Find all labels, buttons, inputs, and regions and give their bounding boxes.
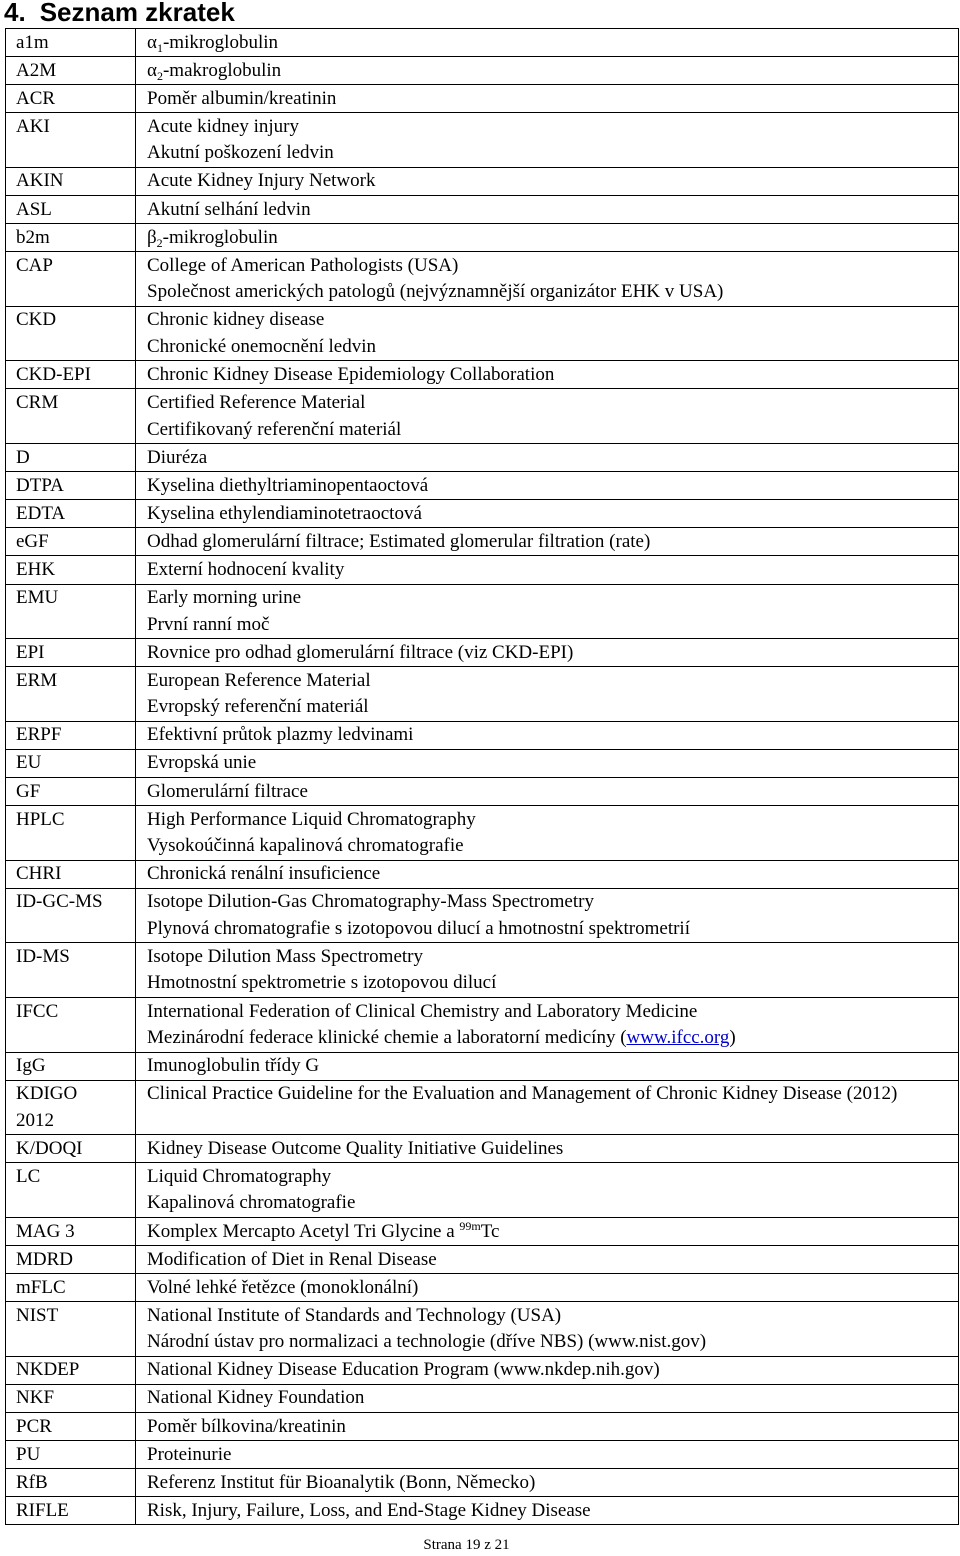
definition-line: Rovnice pro odhad glomerulární filtrace (viz CKD-EPI) [147, 641, 574, 663]
definition-cell [136, 1274, 959, 1302]
definition-line: První ranní moč [147, 613, 270, 635]
table-row [6, 667, 959, 722]
definition-cell [136, 29, 959, 57]
table-row [6, 721, 959, 749]
greek-letter: α [147, 31, 157, 53]
definition-cell [136, 361, 959, 389]
table-row [6, 1163, 959, 1218]
abbreviation: K/DOQI [16, 1137, 83, 1159]
abbreviation-cell [6, 528, 136, 556]
table-row [6, 1246, 959, 1274]
subscript: 2 [156, 235, 163, 250]
table-row [6, 556, 959, 584]
definition-cell [136, 556, 959, 584]
abbreviation-cell [6, 1052, 136, 1080]
definition-line: Glomerulární filtrace [147, 780, 308, 802]
definition-line: Hmotnostní spektrometrie s izotopovou dilucí [147, 972, 497, 994]
definition-line: Akutní selhání ledvin [147, 198, 311, 220]
definition-line: Akutní poškození ledvin [147, 142, 334, 164]
definition-line: Odhad glomerulární filtrace; Estimated glomerular filtration (rate) [147, 530, 651, 552]
definition-cell [136, 1469, 959, 1497]
abbreviation: AKIN [16, 170, 64, 192]
definition-cell [136, 860, 959, 888]
definition-cell [136, 224, 959, 252]
abbreviation-cell [6, 85, 136, 113]
page-heading [4, 0, 235, 28]
abbreviation-cell [6, 500, 136, 528]
definition-line: Vysokoúčinná kapalinová chromatografie [147, 835, 464, 857]
definition-cell [136, 1356, 959, 1384]
definition-line: Efektivní průtok plazmy ledvinami [147, 724, 414, 746]
abbreviation: RIFLE [16, 1499, 69, 1521]
table-row [6, 472, 959, 500]
abbreviation-cell [6, 997, 136, 1052]
abbreviation-cell [6, 1356, 136, 1384]
definition-line: Proteinurie [147, 1443, 232, 1465]
definition-line: Risk, Injury, Failure, Loss, and End-Stage Kidney Disease [147, 1499, 591, 1521]
definition-line: National Institute of Standards and Technology (USA) [147, 1304, 562, 1326]
table-row [6, 57, 959, 85]
definition-line: Společnost amerických patologů (nejvýznamnější organizátor EHK v USA) [147, 281, 724, 303]
abbreviation: eGF [16, 530, 49, 552]
abbreviation-cell [6, 1246, 136, 1274]
abbreviation-cell [6, 57, 136, 85]
abbreviation: ID-GC-MS [16, 891, 103, 913]
table-row [6, 749, 959, 777]
abbreviation-cell [6, 667, 136, 722]
superscript: 99m [459, 1218, 481, 1233]
abbreviation: EHK [16, 559, 56, 580]
abbreviation: ID-MS [16, 945, 70, 967]
abbreviation: CKD [16, 309, 57, 331]
definition-line [147, 1219, 958, 1246]
definition-cell [136, 1412, 959, 1440]
definition-line: Kidney Disease Outcome Quality Initiative Guidelines [147, 1137, 564, 1159]
definition-cell [136, 252, 959, 307]
abbreviation: ACR [16, 87, 56, 109]
definition-cell [136, 1302, 959, 1357]
definition-line: Kyselina diethyltriaminopentaoctová [147, 474, 429, 496]
abbreviation: EU [16, 752, 42, 774]
greek-letter: β [147, 226, 157, 248]
definition-cell [136, 888, 959, 943]
definition-line: Volné lehké řetězce (monoklonální) [147, 1276, 419, 1298]
abbreviation: GF [16, 780, 41, 802]
definition-line: Chronic Kidney Disease Epidemiology Collaboration [147, 363, 555, 385]
abbreviation: b2m [16, 226, 50, 248]
definition-cell [136, 85, 959, 113]
definition-cell [136, 195, 959, 223]
abbreviation: ASL [16, 198, 52, 220]
abbreviation-cell [6, 888, 136, 943]
abbreviation-cell [6, 1163, 136, 1218]
table-row [6, 444, 959, 472]
abbreviation: LC [16, 1165, 41, 1187]
abbreviation: RfB [16, 1471, 48, 1493]
abbreviation: MDRD [16, 1248, 74, 1270]
table-row [6, 860, 959, 888]
definition-cell [136, 306, 959, 361]
abbreviation-cell [6, 1497, 136, 1525]
table-row [6, 1052, 959, 1080]
definition-line: Chronické onemocnění ledvin [147, 335, 376, 357]
definition-cell [136, 1163, 959, 1218]
table-row [6, 943, 959, 998]
table-row [6, 1356, 959, 1384]
abbreviation: ERPF [16, 724, 62, 746]
abbreviation-table-body [6, 29, 959, 1525]
definition-line: Referenz Institut für Bioanalytik (Bonn, Německo) [147, 1471, 536, 1493]
abbreviation-cell [6, 860, 136, 888]
abbreviation-cell [6, 943, 136, 998]
abbreviation-cell [6, 389, 136, 444]
definition-line: Modification of Diet in Renal Disease [147, 1248, 437, 1270]
definition-line: Kyselina ethylendiaminotetraoctová [147, 502, 422, 524]
table-row [6, 224, 959, 252]
definition-text: -makroglobulin [162, 59, 282, 81]
abbreviation-cell [6, 361, 136, 389]
definition-line: Acute kidney injury [147, 115, 299, 137]
definition-cell [136, 167, 959, 195]
definition-line: Poměr bílkovina/kreatinin [147, 1415, 346, 1437]
definition-cell [136, 1384, 959, 1412]
abbreviation-cell [6, 639, 136, 667]
definition-text: -mikroglobulin [162, 226, 278, 248]
table-row [6, 1302, 959, 1357]
table-row [6, 584, 959, 639]
abbreviation-cell [6, 806, 136, 861]
table-row [6, 167, 959, 195]
definition-line: Imunoglobulin třídy G [147, 1055, 320, 1077]
definition-cell [136, 1217, 959, 1245]
abbreviation: mFLC [16, 1276, 66, 1298]
abbreviation-cell [6, 1217, 136, 1245]
table-row [6, 85, 959, 113]
abbreviation-cell [6, 167, 136, 195]
definition-line: Národní ústav pro normalizaci a technologie (dříve NBS) (www.nist.gov) [147, 1331, 707, 1353]
abbreviation: NIST [16, 1304, 59, 1326]
heading-title: Seznam zkratek [39, 0, 235, 27]
table-row [6, 1135, 959, 1163]
definition-line [147, 30, 958, 57]
ifcc-link[interactable]: www.ifcc.org [626, 1027, 730, 1049]
abbreviation-cell [6, 749, 136, 777]
abbreviation-cell [6, 29, 136, 57]
definition-line [147, 225, 958, 252]
table-row [6, 389, 959, 444]
definition-line [147, 58, 958, 85]
definition-line: Isotope Dilution-Gas Chromatography-Mass Spectrometry [147, 891, 594, 913]
definition-line: Certifikovaný referenční materiál [147, 418, 402, 440]
abbreviation-cell [6, 306, 136, 361]
table-row [6, 997, 959, 1052]
definition-cell [136, 528, 959, 556]
definition-line: Liquid Chromatography [147, 1165, 332, 1187]
definition-cell [136, 749, 959, 777]
definition-line: National Kidney Disease Education Program (www.nkdep.nih.gov) [147, 1359, 660, 1381]
definition-line: National Kidney Foundation [147, 1387, 365, 1409]
definition-cell [136, 113, 959, 168]
abbreviation: CAP [16, 254, 53, 276]
definition-line: Clinical Practice Guideline for the Evaluation and Management of Chronic Kidney Disease (2012) [147, 1083, 898, 1105]
definition-line: International Federation of Clinical Chemistry and Laboratory Medicine [147, 1000, 698, 1022]
abbreviation: D [16, 446, 30, 468]
table-row [6, 500, 959, 528]
abbreviation-cell [6, 556, 136, 584]
abbreviation-cell [6, 1135, 136, 1163]
abbreviation-cell [6, 584, 136, 639]
abbreviation-cell [6, 224, 136, 252]
definition-line: Evropský referenční materiál [147, 696, 369, 718]
definition-cell [136, 997, 959, 1052]
abbreviation: a1m [16, 31, 49, 53]
table-row [6, 1384, 959, 1412]
table-row [6, 1274, 959, 1302]
definition-text: Tc [480, 1220, 500, 1242]
table-row [6, 888, 959, 943]
abbreviation-cell [6, 777, 136, 805]
definition-cell [136, 584, 959, 639]
abbreviation: HPLC [16, 808, 65, 830]
definition-line: High Performance Liquid Chromatography [147, 808, 476, 830]
table-row [6, 1469, 959, 1497]
definition-line: Kapalinová chromatografie [147, 1192, 356, 1214]
table-row [6, 113, 959, 168]
table-row [6, 806, 959, 861]
definition-line: College of American Pathologists (USA) [147, 254, 459, 276]
definition-cell [136, 639, 959, 667]
abbreviation: NKF [16, 1387, 55, 1409]
definition-cell [136, 472, 959, 500]
abbreviation-cell [6, 1384, 136, 1412]
definition-line [147, 1025, 958, 1052]
definition-cell [136, 806, 959, 861]
abbreviation: EDTA [16, 502, 66, 524]
definition-cell [136, 500, 959, 528]
table-row [6, 1080, 959, 1135]
table-row [6, 1412, 959, 1440]
abbreviation-cell [6, 1412, 136, 1440]
abbreviation: DTPA [16, 474, 64, 496]
definition-cell [136, 444, 959, 472]
abbreviation: KDIGO [16, 1083, 78, 1105]
table-row [6, 1217, 959, 1245]
table-row [6, 195, 959, 223]
abbreviation: AKI [16, 115, 50, 137]
definition-line: European Reference Material [147, 669, 371, 691]
table-row [6, 361, 959, 389]
abbreviation: EMU [16, 587, 59, 609]
table-row [6, 639, 959, 667]
table-row [6, 777, 959, 805]
definition-line: Diuréza [147, 446, 208, 468]
definition-line: Evropská unie [147, 752, 257, 774]
greek-letter: α [147, 59, 157, 81]
abbreviation-cell [6, 1302, 136, 1357]
definition-line: Plynová chromatografie s izotopovou dilucí a hmotnostní spektrometrií [147, 917, 690, 939]
abbreviation: NKDEP [16, 1359, 80, 1381]
definition-line: Chronic kidney disease [147, 309, 325, 331]
table-row [6, 528, 959, 556]
abbreviation-cell [6, 721, 136, 749]
definition-text: Mezinárodní federace klinické chemie a laboratorní medicíny ( [147, 1027, 627, 1049]
definition-cell [136, 667, 959, 722]
abbreviation: CHRI [16, 863, 62, 885]
abbreviation: ERM [16, 669, 58, 691]
definition-line: Chronická renální insuficience [147, 863, 381, 885]
subscript: 1 [156, 40, 163, 55]
definition-line: Early morning urine [147, 587, 302, 609]
abbreviation-cell [6, 472, 136, 500]
abbreviation: IFCC [16, 1000, 59, 1022]
definition-cell [136, 1246, 959, 1274]
table-row [6, 1441, 959, 1469]
abbreviation: IgG [16, 1055, 46, 1077]
abbreviation-cell [6, 1274, 136, 1302]
page-footer: Strana 19 z 21 [423, 1537, 510, 1553]
definition-line: Certified Reference Material [147, 392, 366, 414]
abbreviation: A2M [16, 59, 57, 81]
definition-line: Isotope Dilution Mass Spectrometry [147, 945, 423, 967]
table-row [6, 1497, 959, 1525]
abbreviation: CRM [16, 392, 59, 414]
definition-line: Externí hodnocení kvality [147, 559, 345, 580]
table-row [6, 306, 959, 361]
abbreviation-table [5, 28, 959, 1525]
abbreviation-cell [6, 1469, 136, 1497]
definition-text: Komplex Mercapto Acetyl Tri Glycine a [147, 1220, 460, 1242]
definition-text: -mikroglobulin [162, 31, 279, 53]
definition-cell [136, 1497, 959, 1525]
abbreviation-cell [6, 444, 136, 472]
subscript: 2 [156, 68, 163, 83]
definition-cell [136, 1441, 959, 1469]
definition-cell [136, 389, 959, 444]
definition-line: Acute Kidney Injury Network [147, 170, 376, 192]
abbreviation-cell [6, 113, 136, 168]
abbreviation: 2012 [16, 1109, 54, 1131]
abbreviation: PU [16, 1443, 41, 1465]
abbreviation: CKD-EPI [16, 363, 91, 385]
definition-cell [136, 1052, 959, 1080]
definition-line: Poměr albumin/kreatinin [147, 87, 337, 109]
abbreviation-cell [6, 252, 136, 307]
abbreviation: EPI [16, 641, 45, 663]
definition-cell [136, 721, 959, 749]
abbreviation: MAG 3 [16, 1220, 75, 1242]
abbreviation-cell [6, 1441, 136, 1469]
definition-cell [136, 943, 959, 998]
abbreviation-cell [6, 195, 136, 223]
heading-number: 4. [4, 0, 26, 27]
definition-cell [136, 777, 959, 805]
definition-text: ) [729, 1027, 736, 1049]
definition-cell [136, 1080, 959, 1135]
table-row [6, 29, 959, 57]
definition-cell [136, 1135, 959, 1163]
table-row [6, 252, 959, 307]
abbreviation-cell [6, 1080, 136, 1135]
abbreviation: PCR [16, 1415, 52, 1437]
definition-cell [136, 57, 959, 85]
